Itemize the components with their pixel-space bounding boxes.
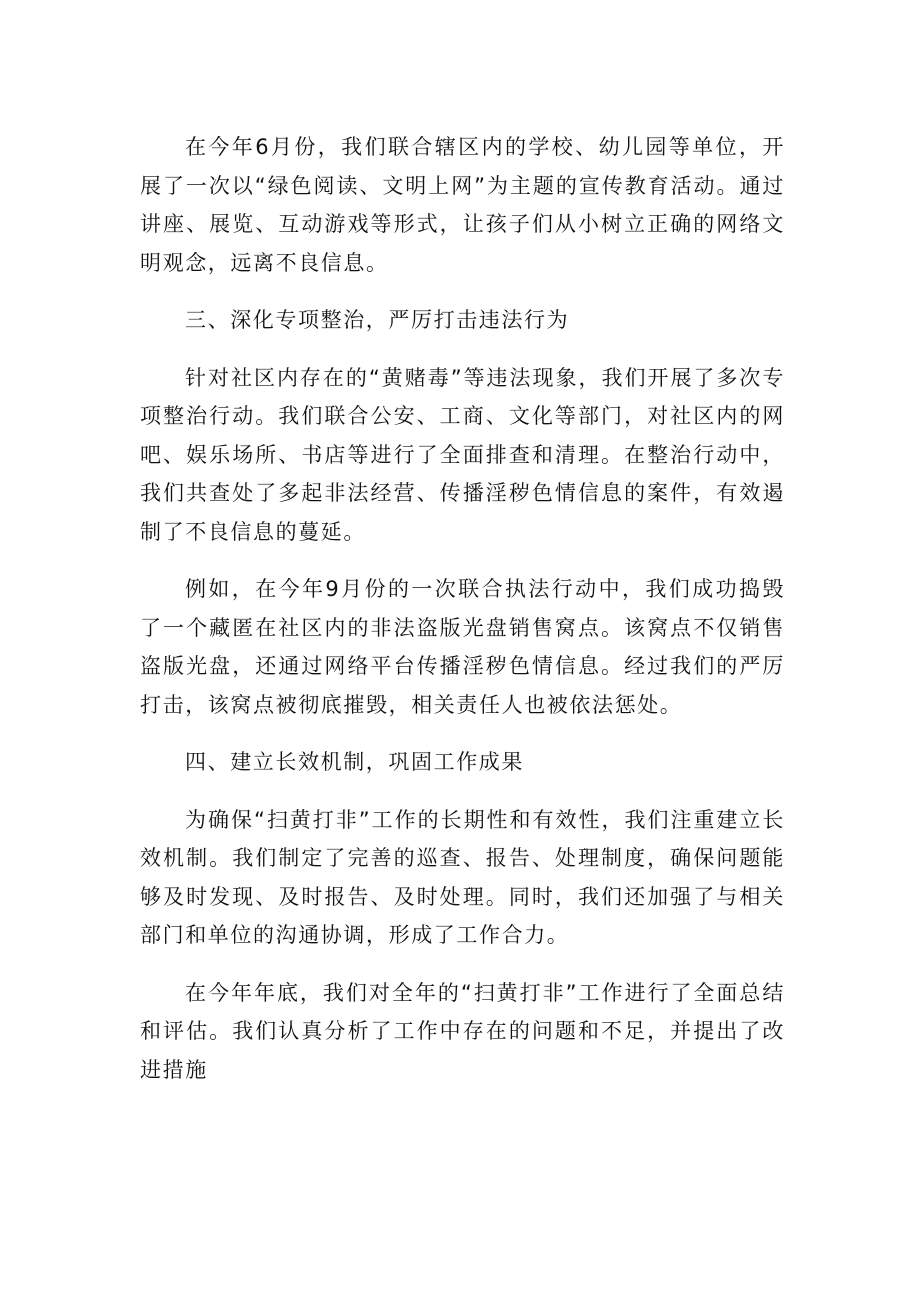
document-body xyxy=(140,128,785,1108)
section-heading-3: 三、深化专项整治，严厉打击违法行为 xyxy=(185,308,570,332)
section-heading-4: 四、建立长效机制，巩固工作成果 xyxy=(185,750,524,774)
paragraph-example-september: 例如，在今年9月份的一次联合执法行动中，我们成功捣毁了一个藏匿在社区内的非法盗版光盘销售窝点。该窝点不仅销售盗版光盘，还通过网络平台传播淫秽色情信息。经过我们的严厉打击，该窝点被彻底摧毁，相关责任人也被依法惩处。 xyxy=(140,577,785,717)
paragraph-special-rectification: 针对社区内存在的“黄赌毒”等违法现象，我们开展了多次专项整治行动。我们联合公安、工商、文化等部门，对社区内的网吧、娱乐场所、书店等进行了全面排查和清理。在整治行动中，我们共查处了多起非法经营、传播淫秽色情信息的案件，有效遏制了不良信息的蔓延。 xyxy=(140,365,785,544)
paragraph-long-term-mechanism: 为确保“扫黄打非”工作的长期性和有效性，我们注重建立长效机制。我们制定了完善的巡查、报告、处理制度，确保问题能够及时发现、及时报告、及时处理。同时，我们还加强了与相关部门和单位的沟通协调，形成了工作合力。 xyxy=(140,807,785,947)
paragraph-year-end-summary: 在今年年底，我们对全年的“扫黄打非”工作进行了全面总结和评估。我们认真分析了工作中存在的问题和不足，并提出了改进措施 xyxy=(140,980,785,1082)
paragraph-green-reading: 在今年6月份，我们联合辖区内的学校、幼儿园等单位，开展了一次以“绿色阅读、文明上网”为主题的宣传教育活动。通过讲座、展览、互动游戏等形式，让孩子们从小树立正确的网络文明观念，远离不良信息。 xyxy=(140,135,785,275)
